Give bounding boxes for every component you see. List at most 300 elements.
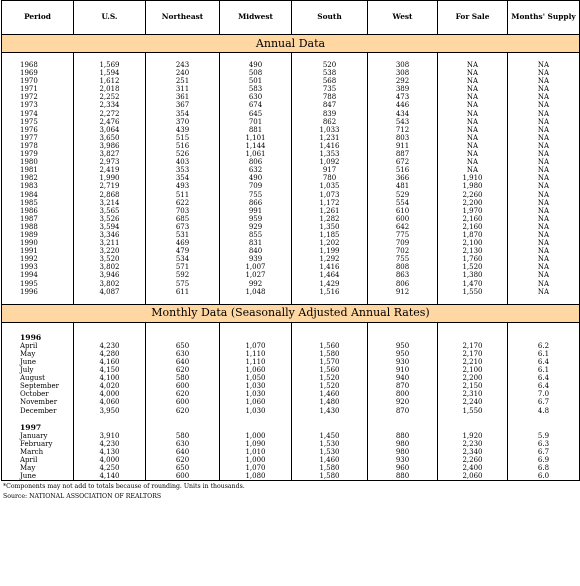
value-cell: 2,170 [438, 342, 508, 350]
value-cell: 1,450 [292, 432, 368, 440]
value-cell: 950 [368, 350, 438, 358]
value-cell: 1,460 [292, 456, 368, 464]
value-cell: 1,920 [438, 432, 508, 440]
value-cell: 600 [146, 398, 220, 406]
value-cell: 880 [368, 432, 438, 440]
value-cell: 703 [146, 207, 220, 215]
value-cell: 4,230 [74, 440, 146, 448]
period-cell: 1980 [2, 158, 74, 166]
table-row [2, 390, 580, 398]
value-cell: 1,202 [292, 239, 368, 247]
value-cell: 1,090 [220, 440, 292, 448]
value-cell: NA [438, 126, 508, 134]
value-cell: 5.9 [508, 432, 580, 440]
spacer-cell [146, 322, 220, 333]
value-cell: NA [508, 85, 580, 93]
value-cell: 755 [368, 255, 438, 263]
value-cell: 568 [292, 77, 368, 85]
year-heading-row [2, 423, 580, 432]
annual-section-band [2, 35, 580, 53]
col-header-period: Period [2, 1, 74, 35]
spacer-cell [368, 53, 438, 62]
value-cell: NA [438, 77, 508, 85]
value-cell: NA [508, 207, 580, 215]
table-row [2, 134, 580, 142]
value-cell: 630 [220, 93, 292, 101]
value-cell: 575 [146, 280, 220, 288]
period-cell: 1981 [2, 166, 74, 174]
spacer-cell [220, 322, 292, 333]
value-cell: 755 [220, 191, 292, 199]
value-cell: 6.1 [508, 350, 580, 358]
period-cell: September [2, 382, 74, 390]
table-row [2, 464, 580, 472]
value-cell: 1,027 [220, 271, 292, 279]
table-row [2, 101, 580, 109]
value-cell: 870 [368, 407, 438, 415]
value-cell: 1,550 [438, 407, 508, 415]
value-cell: 1,030 [220, 390, 292, 398]
spacer-cell [220, 333, 292, 342]
period-cell: 1992 [2, 255, 74, 263]
value-cell: 4,130 [74, 448, 146, 456]
value-cell: 531 [146, 231, 220, 239]
value-cell: 1,070 [220, 342, 292, 350]
value-cell: NA [508, 247, 580, 255]
value-cell: 880 [368, 472, 438, 481]
col-header-us: U.S. [74, 1, 146, 35]
value-cell: 1,144 [220, 142, 292, 150]
value-cell: 3,950 [74, 407, 146, 415]
value-cell: 2,252 [74, 93, 146, 101]
spacer-cell [508, 415, 580, 423]
period-cell: 1978 [2, 142, 74, 150]
value-cell: 4,280 [74, 350, 146, 358]
value-cell: 645 [220, 110, 292, 118]
value-cell: NA [508, 93, 580, 101]
value-cell: 674 [220, 101, 292, 109]
value-cell: 1,429 [292, 280, 368, 288]
col-header-northeast: Northeast [146, 1, 220, 35]
table-row [2, 407, 580, 415]
spacer-cell [74, 415, 146, 423]
value-cell: 1,612 [74, 77, 146, 85]
value-cell: NA [438, 134, 508, 142]
value-cell: 1,480 [292, 398, 368, 406]
value-cell: 520 [292, 61, 368, 69]
value-cell: 806 [220, 158, 292, 166]
period-cell: 1984 [2, 191, 74, 199]
table-row [2, 366, 580, 374]
value-cell: 3,211 [74, 239, 146, 247]
period-cell: August [2, 374, 74, 382]
value-cell: 354 [146, 174, 220, 182]
value-cell: 3,986 [74, 142, 146, 150]
table-row [2, 342, 580, 350]
value-cell: 1,292 [292, 255, 368, 263]
value-cell: 1,101 [220, 134, 292, 142]
value-cell: 1,464 [292, 271, 368, 279]
value-cell: 1,070 [220, 464, 292, 472]
value-cell: NA [438, 166, 508, 174]
value-cell: NA [438, 85, 508, 93]
value-cell: 1,048 [220, 288, 292, 296]
value-cell: 4,160 [74, 358, 146, 366]
period-cell: December [2, 407, 74, 415]
table-row [2, 142, 580, 150]
value-cell: 1,430 [292, 407, 368, 415]
value-cell: 308 [368, 61, 438, 69]
value-cell: 6.4 [508, 382, 580, 390]
value-cell: 3,520 [74, 255, 146, 263]
value-cell: 3,946 [74, 271, 146, 279]
value-cell: 1,416 [292, 263, 368, 271]
value-cell: 630 [146, 350, 220, 358]
value-cell: 4,250 [74, 464, 146, 472]
period-cell: 1969 [2, 69, 74, 77]
value-cell: 2,272 [74, 110, 146, 118]
spacer-cell [368, 423, 438, 432]
table-row [2, 182, 580, 190]
value-cell: 911 [368, 142, 438, 150]
table-row [2, 118, 580, 126]
value-cell: 3,827 [74, 150, 146, 158]
table-row [2, 215, 580, 223]
value-cell: 3,910 [74, 432, 146, 440]
value-cell: 939 [220, 255, 292, 263]
value-cell: 2,170 [438, 350, 508, 358]
value-cell: 929 [220, 223, 292, 231]
existing-home-sales-table [1, 0, 579, 502]
value-cell: 2,100 [438, 366, 508, 374]
value-cell: 1,990 [74, 174, 146, 182]
value-cell: 4,150 [74, 366, 146, 374]
value-cell: 1,080 [220, 472, 292, 481]
value-cell: 1,530 [292, 440, 368, 448]
value-cell: 434 [368, 110, 438, 118]
spacer-cell [2, 415, 74, 423]
value-cell: 493 [146, 182, 220, 190]
table-row [2, 448, 580, 456]
value-cell: 481 [368, 182, 438, 190]
value-cell: NA [508, 142, 580, 150]
table-row [2, 69, 580, 77]
value-cell: 622 [146, 199, 220, 207]
value-cell: NA [508, 134, 580, 142]
value-cell: 3,565 [74, 207, 146, 215]
value-cell: 6.1 [508, 366, 580, 374]
value-cell: 1,760 [438, 255, 508, 263]
value-cell: 632 [220, 166, 292, 174]
value-cell: NA [508, 150, 580, 158]
value-cell: 2,260 [438, 456, 508, 464]
period-cell: 1968 [2, 61, 74, 69]
value-cell: 960 [368, 464, 438, 472]
value-cell: 4.8 [508, 407, 580, 415]
table-row [2, 223, 580, 231]
spacer-cell [368, 296, 438, 305]
value-cell: 2,400 [438, 464, 508, 472]
spacer-cell [2, 322, 74, 333]
period-cell: 1989 [2, 231, 74, 239]
value-cell: 1,416 [292, 142, 368, 150]
value-cell: 366 [368, 174, 438, 182]
period-cell: 1972 [2, 93, 74, 101]
value-cell: 672 [368, 158, 438, 166]
spacer-cell [438, 53, 508, 62]
value-cell: 2,160 [438, 215, 508, 223]
value-cell: 583 [220, 85, 292, 93]
value-cell: NA [438, 61, 508, 69]
value-cell: 1,172 [292, 199, 368, 207]
value-cell: 1,580 [292, 464, 368, 472]
value-cell: 709 [368, 239, 438, 247]
value-cell: 403 [146, 158, 220, 166]
data-table [1, 0, 580, 481]
value-cell: 930 [368, 456, 438, 464]
spacer-cell [438, 423, 508, 432]
spacer-cell [74, 333, 146, 342]
value-cell: 930 [368, 358, 438, 366]
table-row [2, 288, 580, 296]
value-cell: NA [508, 215, 580, 223]
value-cell: 600 [368, 215, 438, 223]
value-cell: 1,030 [220, 382, 292, 390]
value-cell: 1,050 [220, 374, 292, 382]
value-cell: 1,980 [438, 182, 508, 190]
period-cell: 1975 [2, 118, 74, 126]
value-cell: 1,010 [220, 448, 292, 456]
annual-section-title: Annual Data [2, 35, 580, 53]
value-cell: 308 [368, 69, 438, 77]
value-cell: 3,802 [74, 263, 146, 271]
value-cell: 2,719 [74, 182, 146, 190]
period-cell: 1988 [2, 223, 74, 231]
value-cell: 571 [146, 263, 220, 271]
value-cell: 610 [368, 207, 438, 215]
table-row [2, 166, 580, 174]
value-cell: NA [438, 150, 508, 158]
period-cell: 1985 [2, 199, 74, 207]
spacer-cell [292, 415, 368, 423]
period-cell: 1995 [2, 280, 74, 288]
value-cell: 4,020 [74, 382, 146, 390]
value-cell: 6.2 [508, 342, 580, 350]
value-cell: 1,580 [292, 472, 368, 481]
table-row [2, 456, 580, 464]
period-cell: October [2, 390, 74, 398]
value-cell: 806 [368, 280, 438, 288]
value-cell: 1,594 [74, 69, 146, 77]
value-cell: 592 [146, 271, 220, 279]
value-cell: NA [438, 142, 508, 150]
value-cell: 4,100 [74, 374, 146, 382]
value-cell: NA [508, 110, 580, 118]
value-cell: NA [508, 101, 580, 109]
table-row [2, 150, 580, 158]
value-cell: 862 [292, 118, 368, 126]
value-cell: 501 [220, 77, 292, 85]
value-cell: 600 [146, 382, 220, 390]
spacer-cell [368, 322, 438, 333]
period-cell: 1971 [2, 85, 74, 93]
value-cell: NA [438, 69, 508, 77]
year-heading: 1996 [2, 333, 74, 342]
value-cell: NA [508, 280, 580, 288]
value-cell: 620 [146, 407, 220, 415]
period-cell: June [2, 358, 74, 366]
value-cell: NA [508, 77, 580, 85]
value-cell: 1,520 [438, 263, 508, 271]
value-cell: 2,310 [438, 390, 508, 398]
value-cell: 3,650 [74, 134, 146, 142]
value-cell: 446 [368, 101, 438, 109]
table-row [2, 239, 580, 247]
value-cell: 940 [368, 374, 438, 382]
period-cell: 1982 [2, 174, 74, 182]
year-heading: 1997 [2, 423, 74, 432]
footnote: *Components may not add to totals because of rounding. Units in thousands. [3, 483, 245, 491]
value-cell: 640 [146, 448, 220, 456]
value-cell: 1,092 [292, 158, 368, 166]
spacer-cell [146, 333, 220, 342]
value-cell: NA [508, 239, 580, 247]
value-cell: 1,282 [292, 215, 368, 223]
table-row [2, 440, 580, 448]
value-cell: 526 [146, 150, 220, 158]
period-cell: 1976 [2, 126, 74, 134]
value-cell: 2,160 [438, 223, 508, 231]
value-cell: 1,110 [220, 350, 292, 358]
value-cell: 243 [146, 61, 220, 69]
period-cell: 1991 [2, 247, 74, 255]
value-cell: 516 [146, 142, 220, 150]
value-cell: 920 [368, 398, 438, 406]
value-cell: 808 [368, 263, 438, 271]
table-row [2, 350, 580, 358]
value-cell: 1,520 [292, 382, 368, 390]
value-cell: NA [438, 93, 508, 101]
value-cell: NA [508, 263, 580, 271]
value-cell: 870 [368, 382, 438, 390]
value-cell: 516 [368, 166, 438, 174]
value-cell: 839 [292, 110, 368, 118]
value-cell: 1,353 [292, 150, 368, 158]
value-cell: NA [508, 69, 580, 77]
value-cell: 959 [220, 215, 292, 223]
period-cell: November [2, 398, 74, 406]
value-cell: 1,000 [220, 456, 292, 464]
col-header-for-sale: For Sale [438, 1, 508, 35]
value-cell: 650 [146, 464, 220, 472]
value-cell: 1,231 [292, 134, 368, 142]
period-cell: 1973 [2, 101, 74, 109]
spacer-cell [508, 423, 580, 432]
spacer-cell [438, 322, 508, 333]
value-cell: 511 [146, 191, 220, 199]
value-cell: 855 [220, 231, 292, 239]
value-cell: 4,000 [74, 390, 146, 398]
value-cell: 1,569 [74, 61, 146, 69]
value-cell: 1,516 [292, 288, 368, 296]
value-cell: 2,210 [438, 358, 508, 366]
period-cell: 1996 [2, 288, 74, 296]
value-cell: NA [508, 182, 580, 190]
value-cell: 240 [146, 69, 220, 77]
value-cell: 4,087 [74, 288, 146, 296]
value-cell: 2,419 [74, 166, 146, 174]
spacer-cell [368, 415, 438, 423]
value-cell: 980 [368, 448, 438, 456]
value-cell: 6.7 [508, 448, 580, 456]
spacer-cell [146, 296, 220, 305]
value-cell: 554 [368, 199, 438, 207]
value-cell: 490 [220, 61, 292, 69]
value-cell: 473 [368, 93, 438, 101]
value-cell: 685 [146, 215, 220, 223]
table-row [2, 432, 580, 440]
period-cell: July [2, 366, 74, 374]
value-cell: 1,033 [292, 126, 368, 134]
value-cell: 788 [292, 93, 368, 101]
spacer-row [2, 53, 580, 62]
value-cell: 712 [368, 126, 438, 134]
value-cell: 800 [368, 390, 438, 398]
value-cell: 2,973 [74, 158, 146, 166]
spacer-cell [74, 296, 146, 305]
table-row [2, 358, 580, 366]
value-cell: 1,550 [438, 288, 508, 296]
year-heading-row [2, 333, 580, 342]
spacer-row [2, 322, 580, 333]
spacer-cell [438, 333, 508, 342]
value-cell: 2,200 [438, 374, 508, 382]
value-cell: 2,200 [438, 199, 508, 207]
table-row [2, 191, 580, 199]
period-cell: 1986 [2, 207, 74, 215]
value-cell: 3,594 [74, 223, 146, 231]
value-cell: 311 [146, 85, 220, 93]
period-cell: March [2, 448, 74, 456]
value-cell: 831 [220, 239, 292, 247]
value-cell: 1,110 [220, 358, 292, 366]
value-cell: 3,214 [74, 199, 146, 207]
period-cell: 1977 [2, 134, 74, 142]
period-cell: 1979 [2, 150, 74, 158]
value-cell: NA [508, 174, 580, 182]
value-cell: NA [508, 231, 580, 239]
value-cell: NA [508, 223, 580, 231]
value-cell: 866 [220, 199, 292, 207]
table-row [2, 77, 580, 85]
value-cell: NA [438, 118, 508, 126]
value-cell: 1,530 [292, 448, 368, 456]
monthly-section-title: Monthly Data (Seasonally Adjusted Annual Rates) [2, 304, 580, 322]
value-cell: 673 [146, 223, 220, 231]
value-cell: 780 [292, 174, 368, 182]
spacer-cell [508, 333, 580, 342]
col-header-months-supply: Months' Supply [508, 1, 580, 35]
value-cell: 701 [220, 118, 292, 126]
value-cell: 620 [146, 390, 220, 398]
value-cell: NA [508, 288, 580, 296]
table-row [2, 280, 580, 288]
value-cell: 863 [368, 271, 438, 279]
value-cell: 1,007 [220, 263, 292, 271]
table-row [2, 207, 580, 215]
table-row [2, 398, 580, 406]
value-cell: 847 [292, 101, 368, 109]
